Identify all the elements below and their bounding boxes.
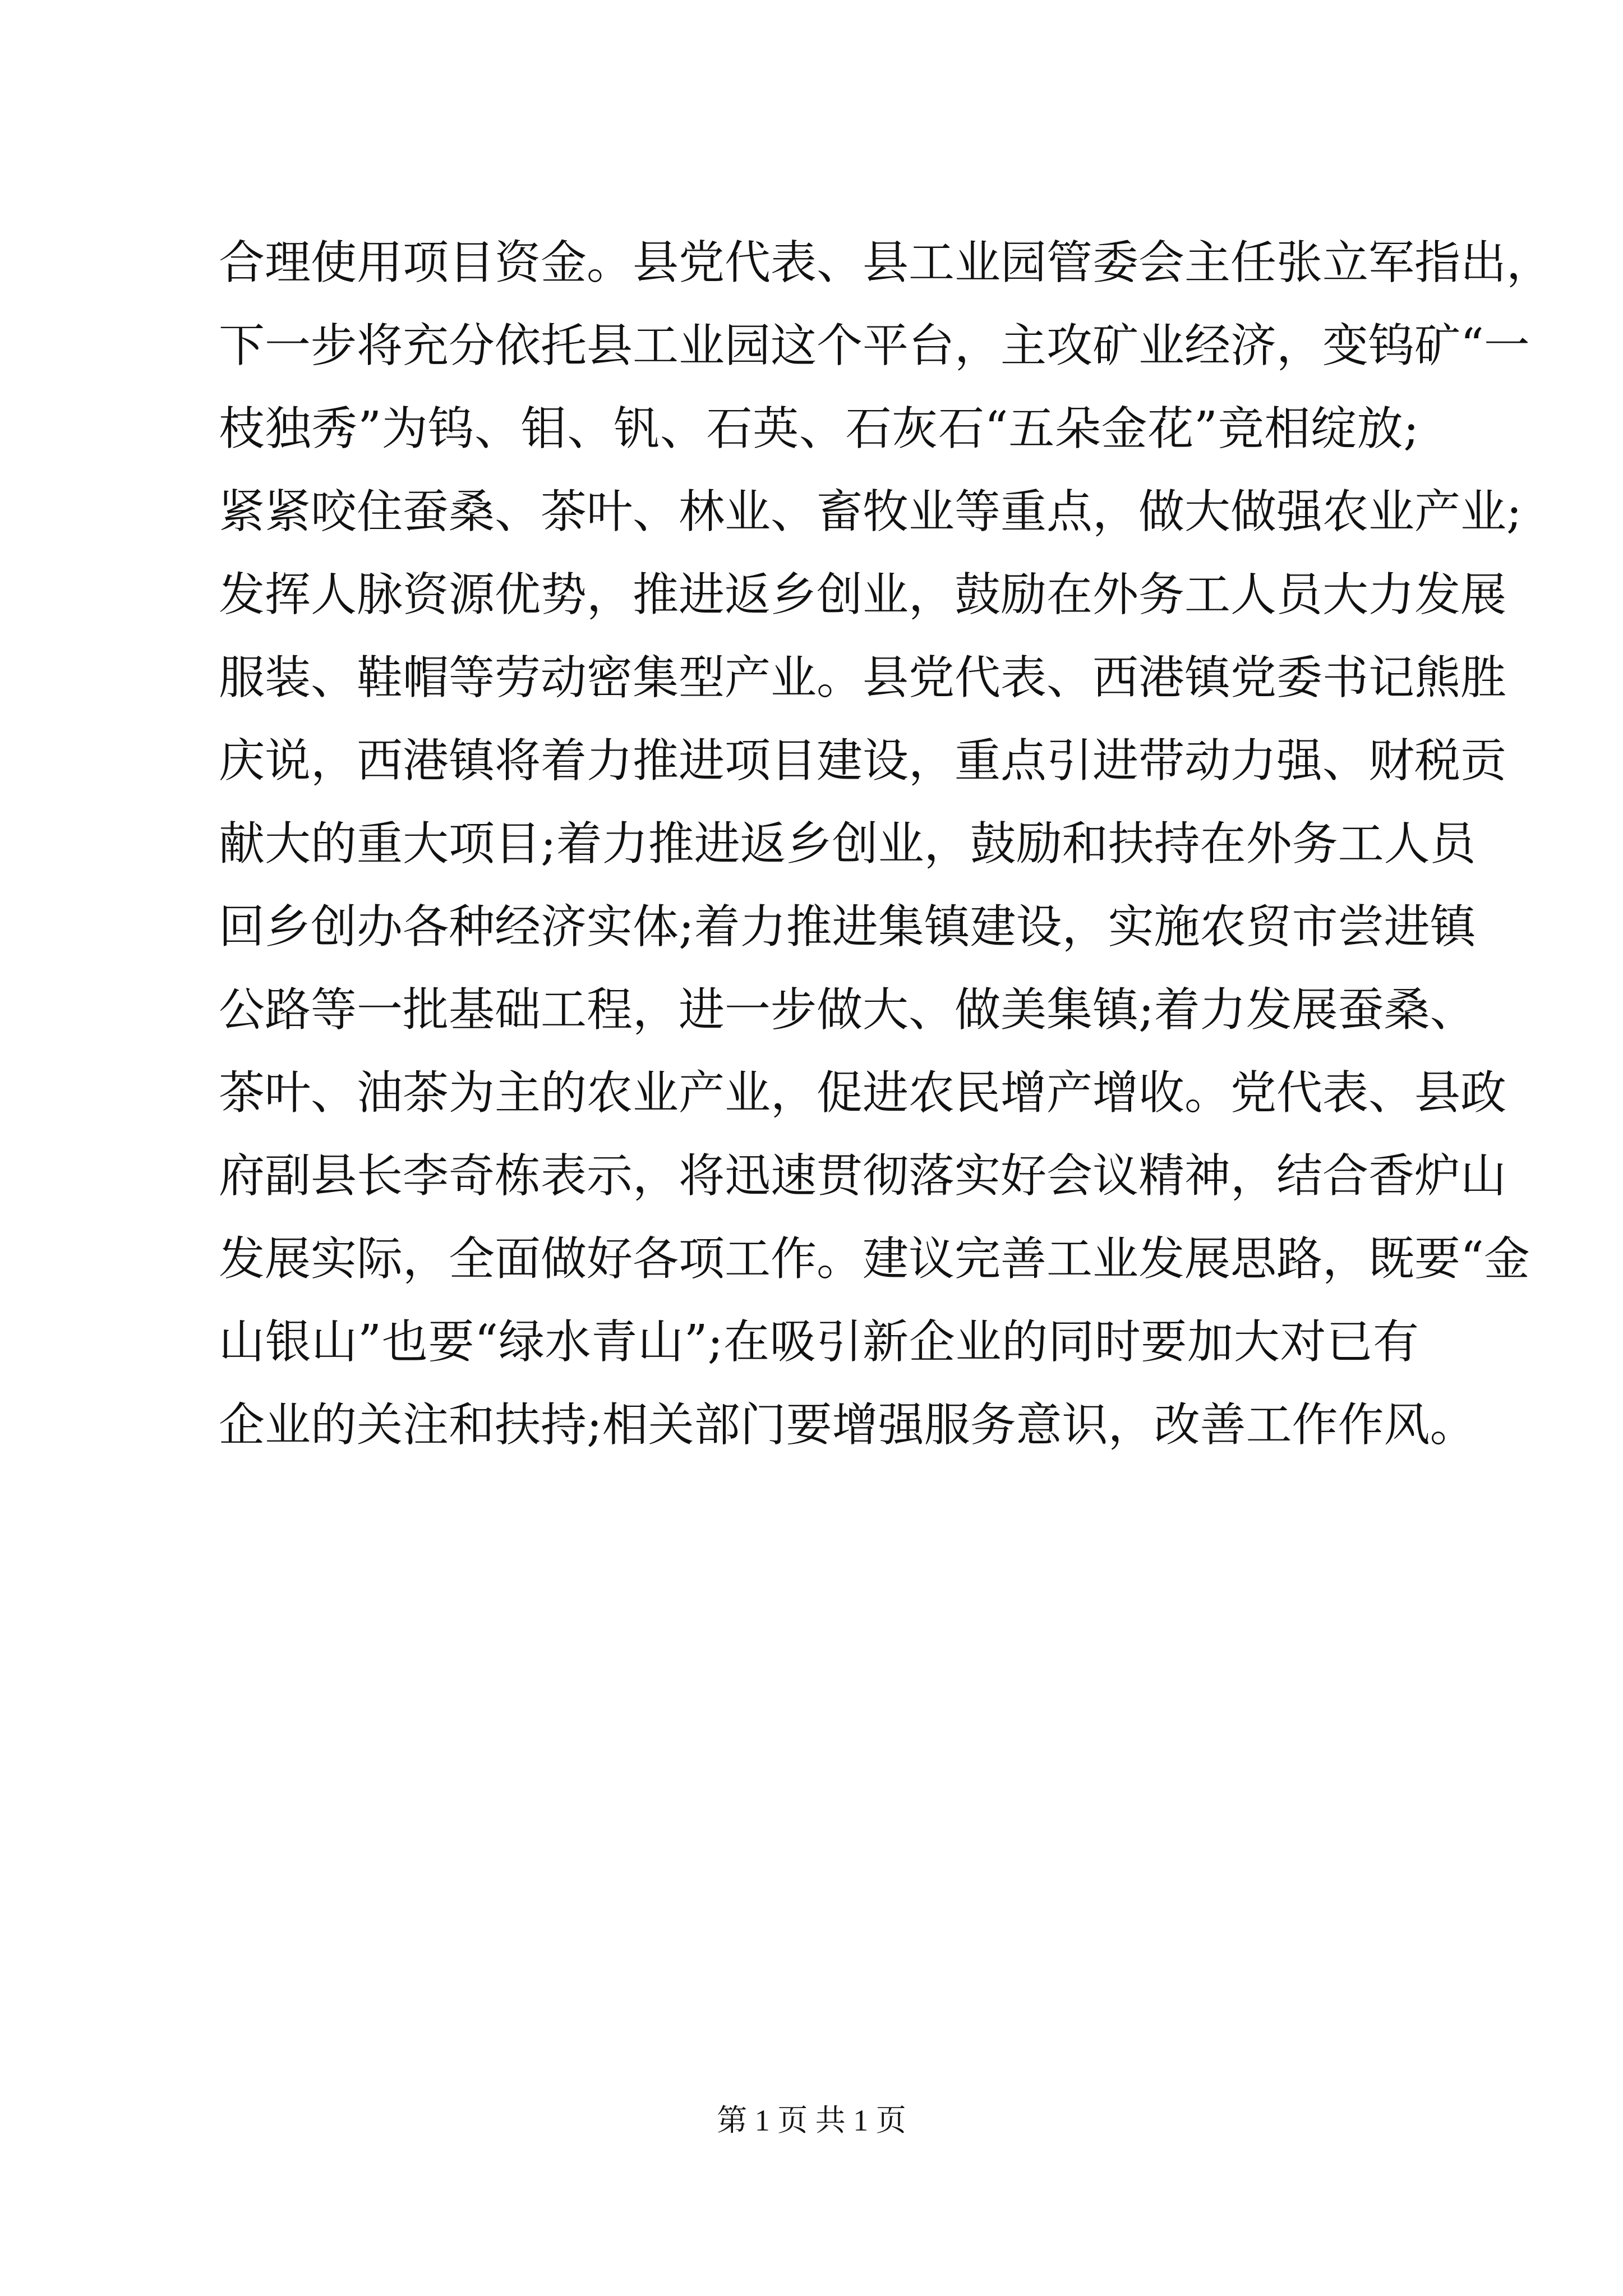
text-line: 回乡创办各种经济实体;着力推进集镇建设，实施农贸市尝进镇: [219, 900, 1476, 954]
text-line: 发展实际，全面做好各项工作。建议完善工业发展思路，既要“金: [219, 1232, 1530, 1286]
text-line: 紧紧咬住蚕桑、茶叶、林业、畜牧业等重点，做大做强农业产业;: [219, 485, 1522, 539]
text-line: 下一步将充分依托县工业园这个平台，主攻矿业经济，变钨矿“一: [219, 319, 1530, 372]
text-line: 合理使用项目资金。县党代表、县工业园管委会主任张立军指出，: [219, 236, 1553, 289]
text-line: 发挥人脉资源优势，推进返乡创业，鼓励在外务工人员大力发展: [219, 568, 1507, 622]
page-number-footer: 第 1 页 共 1 页: [717, 2104, 906, 2137]
text-line: 茶叶、油茶为主的农业产业，促进农民增产增收。党代表、县政: [219, 1066, 1507, 1120]
text-line: 企业的关注和扶持;相关部门要增强服务意识，改善工作作风。: [219, 1398, 1476, 1452]
text-line: 献大的重大项目;着力推进返乡创业，鼓励和扶持在外务工人员: [219, 817, 1476, 871]
text-line: 枝独秀”为钨、钼、钒、石英、石灰石“五朵金花”竞相绽放;: [219, 402, 1419, 455]
text-line: 山银山”也要“绿水青山”;在吸引新企业的同时要加大对已有: [219, 1315, 1419, 1369]
text-line: 府副县长李奇栋表示，将迅速贯彻落实好会议精神，结合香炉山: [219, 1149, 1507, 1203]
text-line: 服装、鞋帽等劳动密集型产业。县党代表、西港镇党委书记熊胜: [219, 651, 1507, 705]
body-paragraph: [219, 222, 1553, 1467]
text-line: 公路等一批基础工程，进一步做大、做美集镇;着力发展蚕桑、: [219, 983, 1476, 1037]
text-line: 庆说，西港镇将着力推进项目建设，重点引进带动力强、财税贡: [219, 734, 1507, 788]
